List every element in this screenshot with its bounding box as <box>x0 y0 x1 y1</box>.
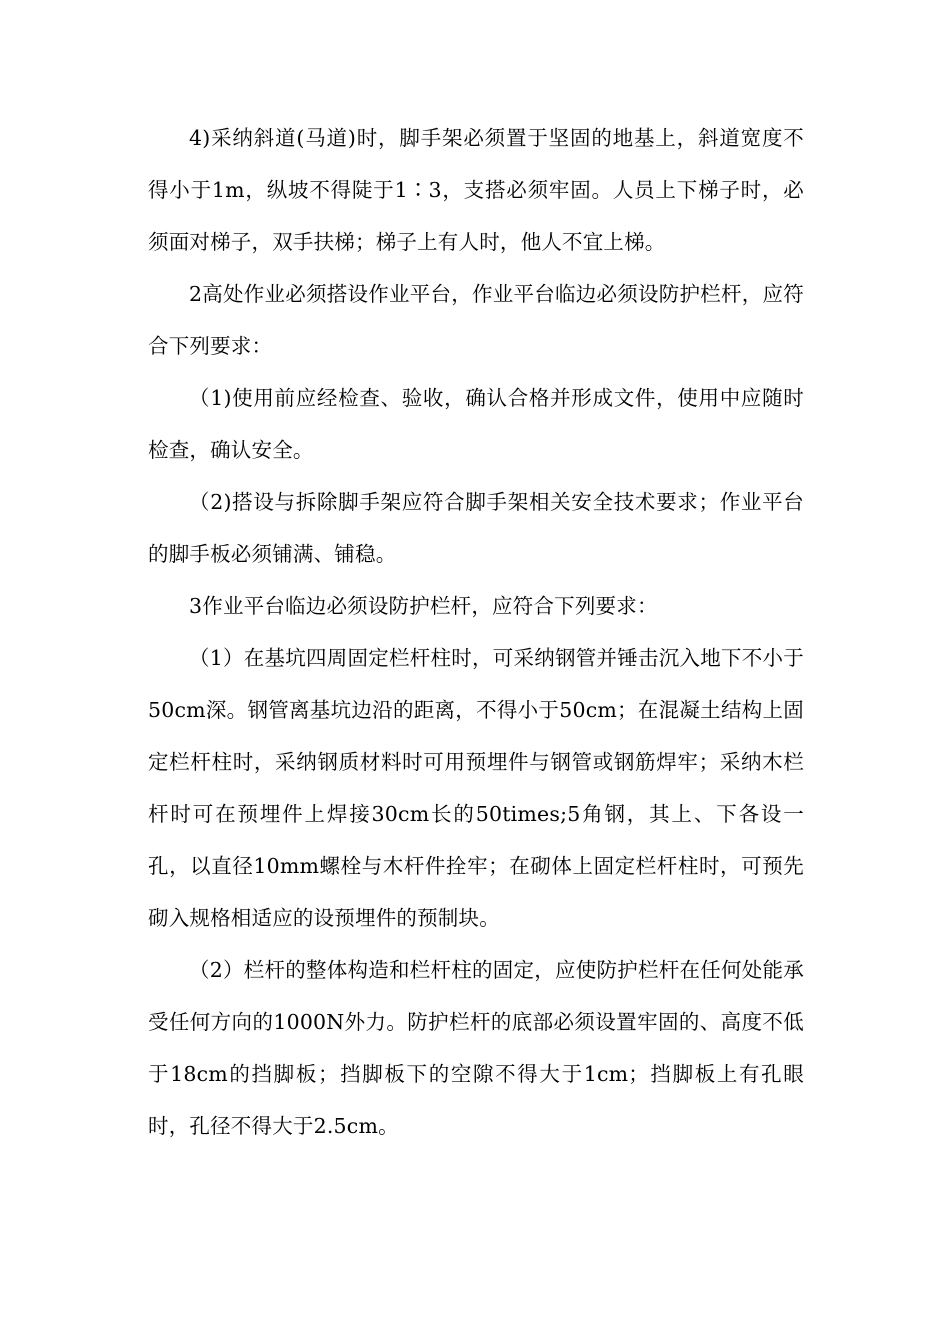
paragraph-guardrail-heading: 3作业平台临边必须设防护栏杆，应符合下列要求： <box>189 594 658 618</box>
paragraph-railing-structure: （2）栏杆的整体构造和栏杆柱的固定，应使防护栏杆在任何处能承受任何方向的1000N外力。防护栏杆的底部必须设置牢固的、高度不低于18cm的挡脚板；挡脚板下的空隙不得大于1cm；挡脚板上有孔眼时，孔径不得大于2.5cm。 <box>148 958 804 1138</box>
paragraph-railing-posts: （1）在基坑四周固定栏杆柱时，可采纳钢管并锤击沉入地下不小于50cm深。钢管离基坑边沿的距离，不得小于50cm；在混凝土结构上固定栏杆柱时，采纳钢质材料时可用预埋件与钢管或钢筋焊牢；采纳木栏杆时可在预埋件上焊接30cm长的50times;5角钢，其上、下各设一孔，以直径10mm螺栓与木杆件拴牢；在砌体上固定栏杆柱时，可预先砌入规格相适应的设预埋件的预制块。 <box>148 646 804 930</box>
paragraph-scaffold-erection: （2)搭设与拆除脚手架应符合脚手架相关安全技术要求；作业平台的脚手板必须铺满、铺稳。 <box>148 490 804 566</box>
paragraph-inspection: （1)使用前应经检查、验收，确认合格并形成文件，使用中应随时检查，确认安全。 <box>148 386 804 462</box>
paragraph-work-platform-heading: 2高处作业必须搭设作业平台，作业平台临边必须设防护栏杆，应符合下列要求： <box>148 282 804 358</box>
paragraph-ramp-requirements: 4)采纳斜道(马道)时，脚手架必须置于坚固的地基上，斜道宽度不得小于1m，纵坡不得陡于1∶3，支搭必须牢固。人员上下梯子时，必须面对梯子，双手扶梯；梯子上有人时，他人不宜上梯。 <box>148 126 804 254</box>
document-body <box>148 112 804 1152</box>
